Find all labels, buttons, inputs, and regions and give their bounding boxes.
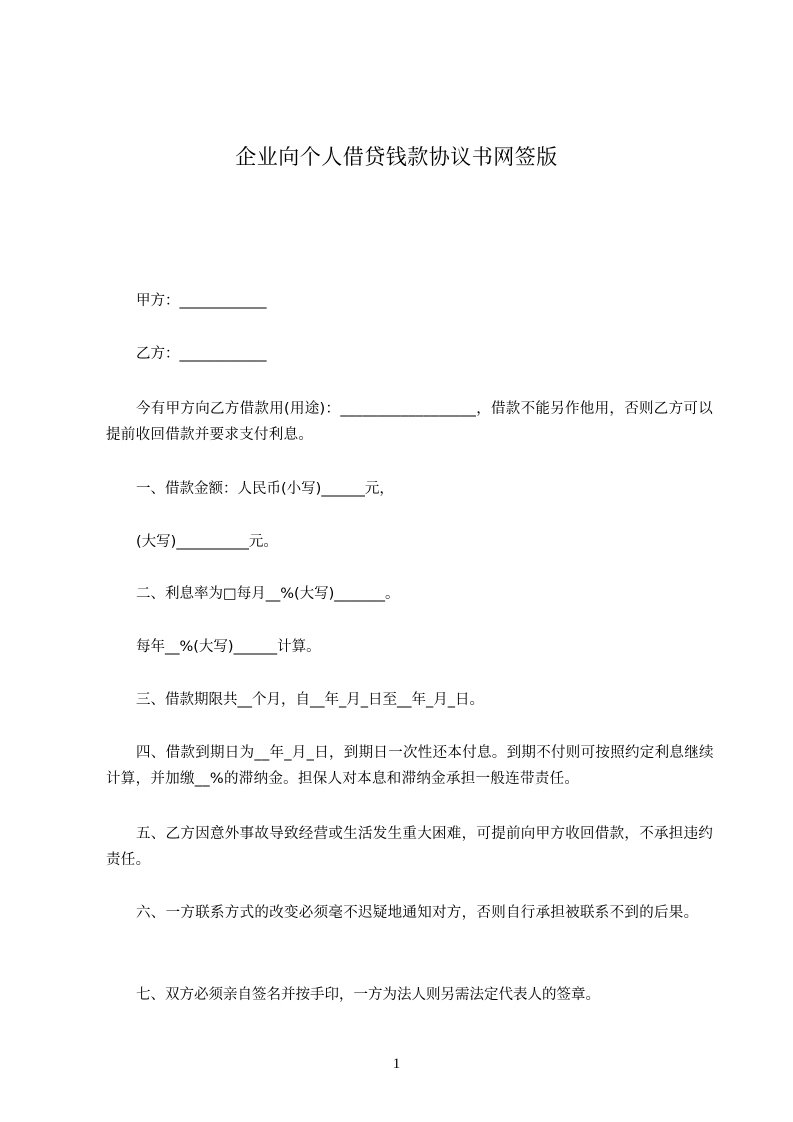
page-number: 1 — [392, 1056, 401, 1072]
clause-7-signature: 七、双方必须亲自签名并按手印，一方为法人则另需法定代表人的签章。 — [136, 987, 600, 1003]
party-a-line: 甲方：____________ — [136, 293, 267, 309]
clause-2-monthly-rate: 二、利息率为□每月__%(大写)_______。 — [136, 586, 400, 602]
purpose-paragraph: 今有甲方向乙方借款用(用途)：__________________，借款不能另作他用，否则乙方可以提前收回借款并要求支付利息。 — [106, 401, 714, 443]
party-b-line: 乙方：____________ — [136, 346, 267, 362]
clause-4-due-date: 四、借款到期日为__年_月_日，到期日一次性还本付息。到期不付则可按照约定利息继续计算，并加缴__%的滞纳金。担保人对本息和滞纳金承担一般连带责任。 — [106, 745, 714, 787]
clause-1-amount-capital: (大写)__________元。 — [136, 534, 278, 550]
clause-1-amount-small: 一、借款金额：人民币(小写)______元， — [136, 481, 394, 497]
clause-6-contact-change: 六、一方联系方式的改变必须毫不迟疑地通知对方，否则自行承担被联系不到的后果。 — [136, 905, 699, 921]
document-title: 企业向个人借贷钱款协议书网签版 — [235, 145, 558, 169]
clause-2-yearly-rate: 每年__%(大写)______计算。 — [136, 639, 321, 655]
clause-5-early-recall: 五、乙方因意外事故导致经营或生活发生重大困难，可提前向甲方收回借款，不承担违约责任。 — [106, 826, 714, 868]
clause-3-term: 三、借款期限共__个月，自__年_月_日至__年_月_日。 — [136, 692, 484, 708]
